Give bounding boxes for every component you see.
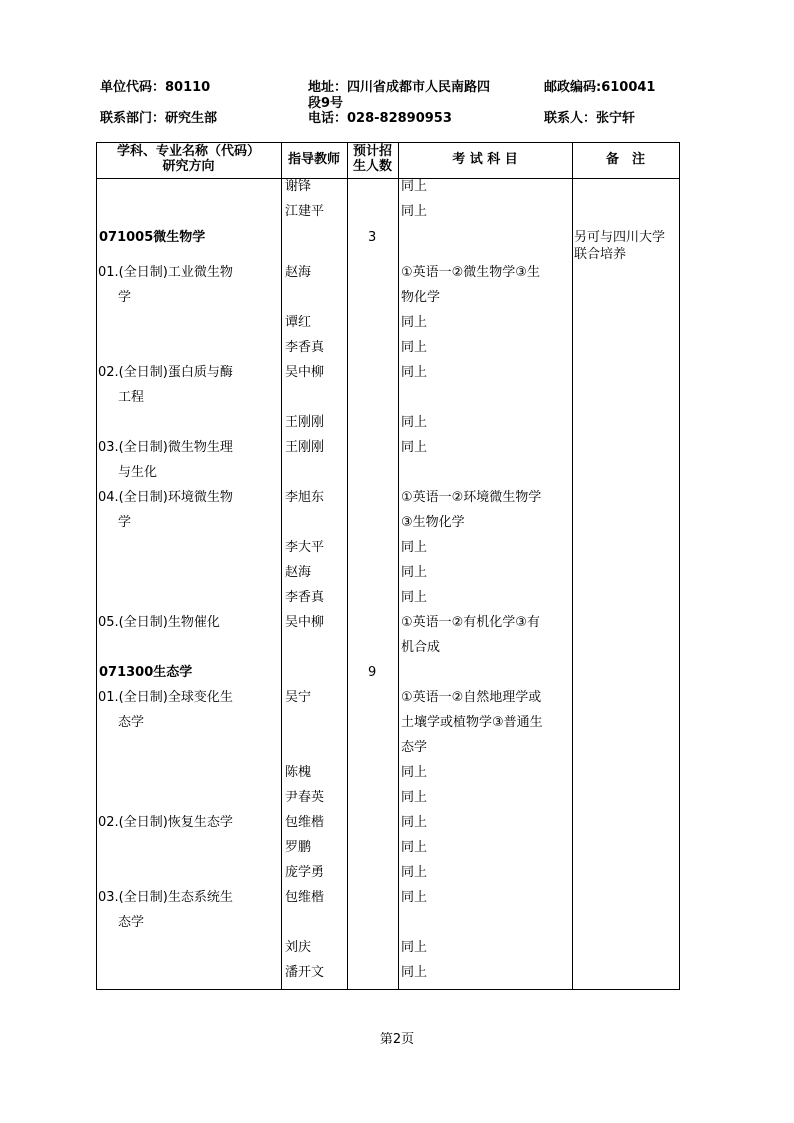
exam-cell: 同上 xyxy=(401,790,428,805)
exam-cell: 同上 xyxy=(401,765,428,780)
advisor-cell: 王刚刚 xyxy=(285,440,325,455)
subject-cell-direction: 03.(全日制)生态系统生 xyxy=(98,890,233,905)
notes-line1: 另可与四川大学 xyxy=(574,230,666,245)
exam-cell-cont: 机合成 xyxy=(401,640,441,655)
advisor-cell: 包维楷 xyxy=(285,815,325,830)
exam-cell-cont: 土壤学或植物学③普通生 xyxy=(401,715,543,730)
col-header-advisor: 指导教师 xyxy=(287,152,340,167)
page-number: 第2页 xyxy=(379,1032,415,1047)
table-border-bottom xyxy=(96,989,680,990)
unit-code: 单位代码：80110 xyxy=(100,80,211,95)
subject-cell-direction: 02.(全日制)蛋白质与酶 xyxy=(98,365,233,380)
address-line2: 段9号 xyxy=(308,96,344,111)
phone: 电话：028-82890953 xyxy=(308,111,452,126)
exam-cell: 同上 xyxy=(401,965,428,980)
exam-cell: 同上 xyxy=(401,179,428,194)
table-border-right xyxy=(679,142,680,990)
subject-cell-direction-cont: 态学 xyxy=(118,715,145,730)
advisor-cell: 赵海 xyxy=(285,265,312,280)
exam-cell: 同上 xyxy=(401,315,428,330)
advisor-cell: 罗鹏 xyxy=(285,840,312,855)
advisor-cell: 李大平 xyxy=(285,540,325,555)
subject-cell-direction: 03.(全日制)微生物生理 xyxy=(98,440,233,455)
subject-cell-direction-cont: 学 xyxy=(118,515,132,530)
notes-line2: 联合培养 xyxy=(574,247,627,262)
address-line1: 地址：四川省成都市人民南路四 xyxy=(308,80,491,95)
subject-cell-direction-cont: 工程 xyxy=(118,390,145,405)
subject-cell-direction-cont: 学 xyxy=(118,290,132,305)
quota-cell: 3 xyxy=(368,230,377,245)
exam-cell: 同上 xyxy=(401,815,428,830)
table-border-top xyxy=(96,142,680,143)
col-header-exam: 考 试 科 目 xyxy=(452,152,518,167)
col-divider-notes xyxy=(572,142,573,990)
exam-cell-cont: 物化学 xyxy=(401,290,441,305)
advisor-cell: 江建平 xyxy=(285,204,325,219)
subject-cell-direction: 05.(全日制)生物催化 xyxy=(98,615,220,630)
advisor-cell: 吴中柳 xyxy=(285,615,325,630)
col-divider-quota xyxy=(347,142,348,990)
exam-cell-cont: 态学 xyxy=(401,740,428,755)
admissions-table xyxy=(96,142,680,990)
advisor-cell: 谭红 xyxy=(285,315,312,330)
exam-cell: ①英语一②微生物学③生 xyxy=(401,265,540,280)
advisor-cell: 吴中柳 xyxy=(285,365,325,380)
exam-cell: ①英语一②自然地理学或 xyxy=(401,690,542,705)
exam-cell: ①英语一②环境微生物学 xyxy=(401,490,542,505)
table-border-left xyxy=(96,142,97,990)
col-header-quota-line2: 生人数 xyxy=(352,159,392,174)
advisor-cell: 赵海 xyxy=(285,565,312,580)
subject-cell-direction: 04.(全日制)环境微生物 xyxy=(98,490,233,505)
col-header-quota-line1: 预计招 xyxy=(352,144,392,159)
notes-cell xyxy=(574,225,665,263)
subject-cell-major: 071300生态学 xyxy=(99,665,193,680)
exam-cell: 同上 xyxy=(401,940,428,955)
advisor-cell: 李香真 xyxy=(285,340,325,355)
col-header-quota xyxy=(347,144,398,174)
postcode: 邮政编码:610041 xyxy=(544,80,656,95)
exam-cell: 同上 xyxy=(401,204,428,219)
exam-cell: 同上 xyxy=(401,440,428,455)
exam-cell: 同上 xyxy=(401,840,428,855)
contact-person: 联系人：张宁轩 xyxy=(544,111,636,126)
advisor-cell: 李香真 xyxy=(285,590,325,605)
col-header-notes: 备 注 xyxy=(605,152,645,167)
subject-cell-direction-cont: 态学 xyxy=(118,915,145,930)
advisor-cell: 庞学勇 xyxy=(285,865,325,880)
quota-cell: 9 xyxy=(368,665,377,680)
subject-cell-direction: 01.(全日制)工业微生物 xyxy=(98,265,233,280)
col-divider-exam xyxy=(398,142,399,990)
exam-cell: 同上 xyxy=(401,540,428,555)
advisor-cell: 王刚刚 xyxy=(285,415,325,430)
exam-cell: 同上 xyxy=(401,365,428,380)
exam-cell: 同上 xyxy=(401,590,428,605)
advisor-cell: 刘庆 xyxy=(285,940,312,955)
col-header-subject xyxy=(96,144,281,174)
advisor-cell: 尹春英 xyxy=(285,790,325,805)
exam-cell-cont: ③生物化学 xyxy=(401,515,465,530)
subject-cell-direction: 01.(全日制)全球变化生 xyxy=(98,690,233,705)
exam-cell: 同上 xyxy=(401,415,428,430)
subject-cell-direction-cont: 与生化 xyxy=(118,465,158,480)
exam-cell: 同上 xyxy=(401,890,428,905)
col-header-subject-line2: 研究方向 xyxy=(162,159,215,174)
advisor-cell: 包维楷 xyxy=(285,890,325,905)
subject-cell-direction: 02.(全日制)恢复生态学 xyxy=(98,815,233,830)
advisor-cell: 潘开文 xyxy=(285,965,325,980)
exam-cell: 同上 xyxy=(401,340,428,355)
exam-cell: 同上 xyxy=(401,865,428,880)
header-divider xyxy=(96,178,680,179)
contact-department: 联系部门：研究生部 xyxy=(100,111,218,126)
col-header-subject-line1: 学科、专业名称（代码） xyxy=(116,144,260,159)
col-divider-advisor xyxy=(281,142,282,990)
advisor-cell: 谢锋 xyxy=(285,179,312,194)
subject-cell-major: 071005微生物学 xyxy=(99,230,206,245)
exam-cell: ①英语一②有机化学③有 xyxy=(401,615,540,630)
exam-cell: 同上 xyxy=(401,565,428,580)
advisor-cell: 陈槐 xyxy=(285,765,312,780)
advisor-cell: 吴宁 xyxy=(285,690,312,705)
advisor-cell: 李旭东 xyxy=(285,490,325,505)
